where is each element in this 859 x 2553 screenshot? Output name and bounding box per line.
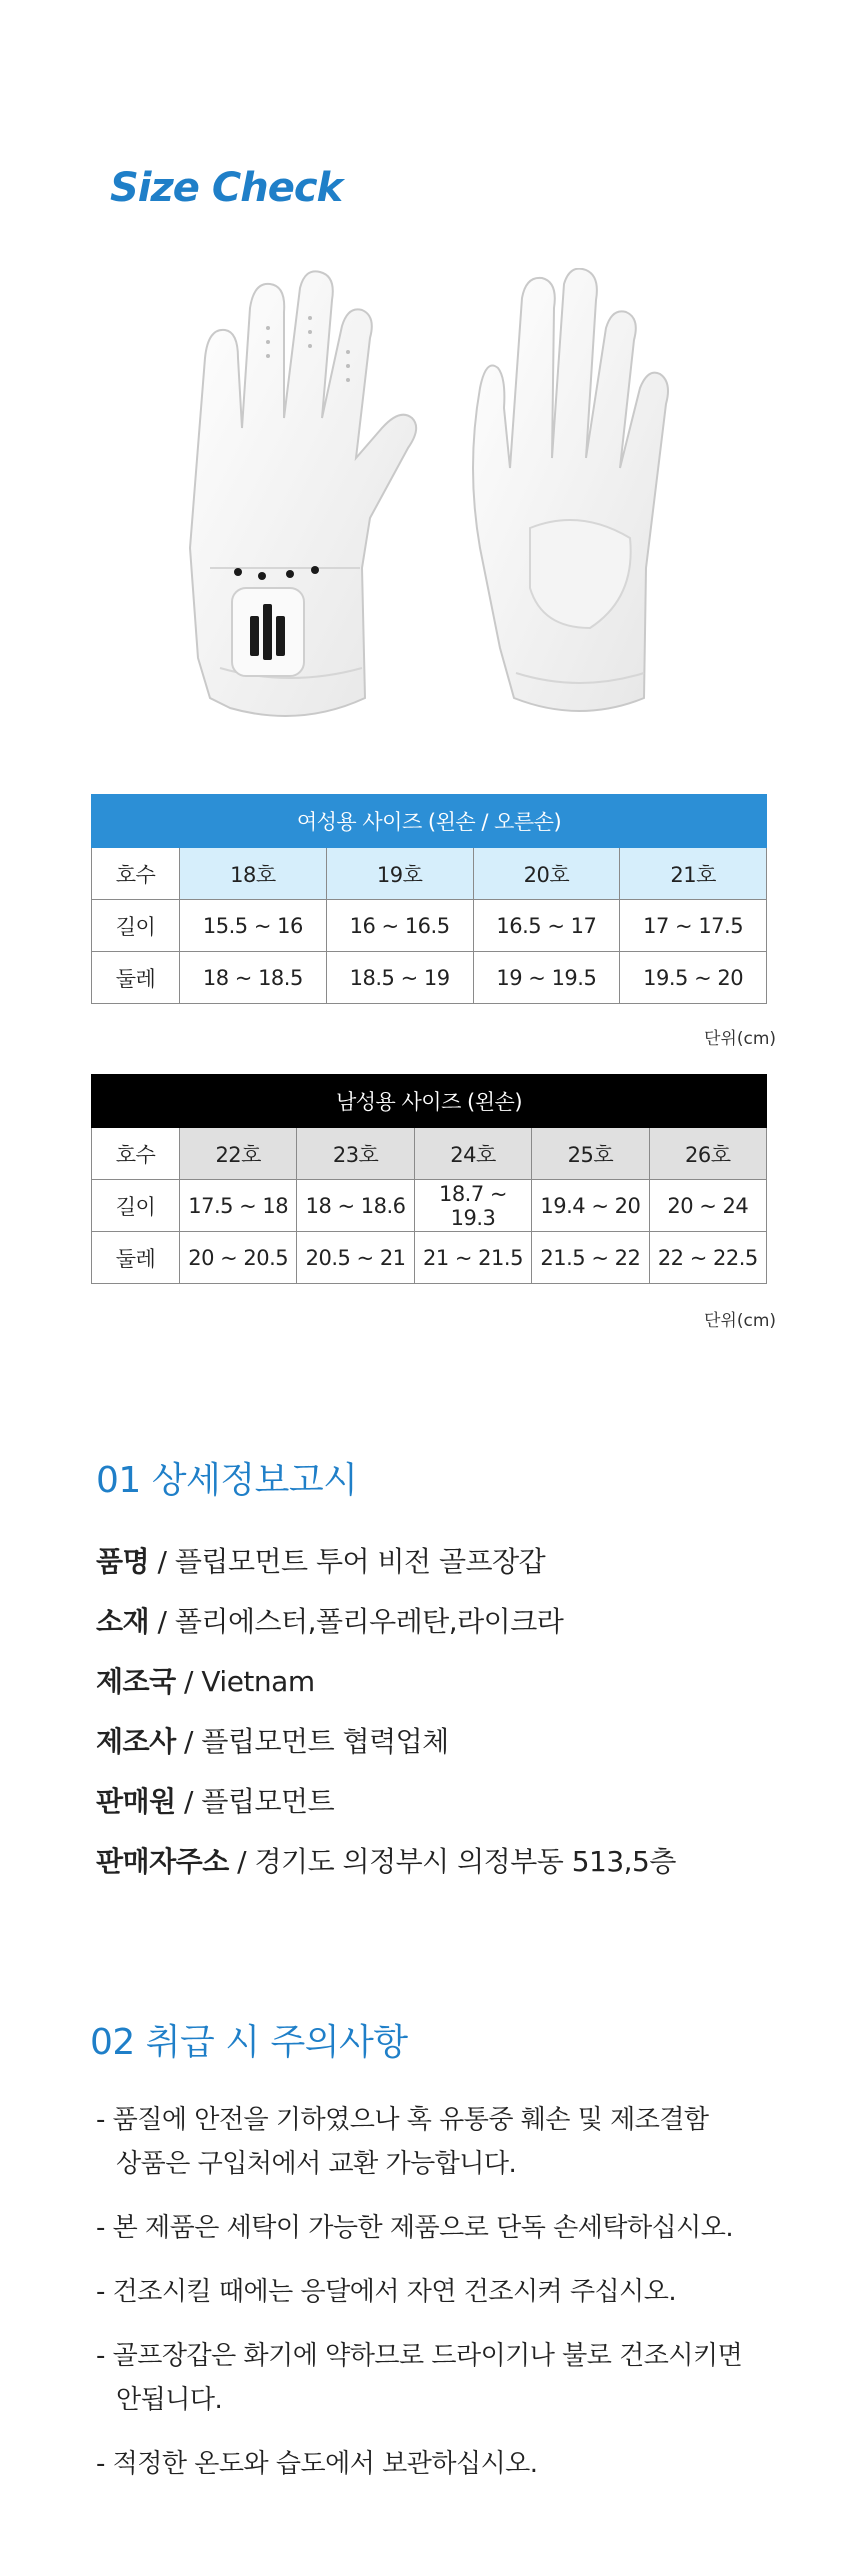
detail-label: 판매원	[96, 1785, 176, 1818]
women-label-circ: 둘레	[92, 952, 180, 1004]
women-length-cell: 15.5 ~ 16	[180, 900, 327, 952]
men-circ-cell: 21 ~ 21.5	[414, 1232, 531, 1284]
men-label-circ: 둘레	[92, 1232, 180, 1284]
men-length-cell: 19.4 ~ 20	[532, 1180, 649, 1232]
men-circ-cell: 20 ~ 20.5	[180, 1232, 297, 1284]
detail-value: / Vietnam	[175, 1665, 315, 1698]
women-size-table	[91, 794, 767, 1004]
men-unit-note: 단위(cm)	[704, 1311, 777, 1331]
men-label-size: 호수	[92, 1128, 180, 1180]
men-length-cell: 20 ~ 24	[649, 1180, 766, 1232]
detail-item	[96, 1660, 676, 1720]
women-length-cell: 16 ~ 16.5	[326, 900, 473, 952]
women-size-cell: 19호	[326, 848, 473, 900]
women-label-length: 길이	[92, 900, 180, 952]
detail-value: / 플립모먼트 협력업체	[175, 1725, 449, 1758]
men-length-cell: 17.5 ~ 18	[180, 1180, 297, 1232]
detail-item	[96, 1600, 676, 1660]
detail-value: / 경기도 의정부시 의정부동 513,5층	[228, 1845, 676, 1878]
men-size-cell: 23호	[297, 1128, 414, 1180]
women-circ-cell: 19.5 ~ 20	[620, 952, 767, 1004]
men-length-cell: 18.7 ~ 19.3	[414, 1180, 531, 1232]
caution-line: - 골프장갑은 화기에 약하므로 드라이기나 불로 건조시키면	[96, 2341, 743, 2371]
men-circ-cell: 21.5 ~ 22	[532, 1232, 649, 1284]
men-label-length: 길이	[92, 1180, 180, 1232]
detail-label: 제조국	[96, 1665, 176, 1698]
glove-palm-icon	[473, 269, 668, 711]
caution-line-cont: 상품은 구입처에서 교환 가능합니다.	[116, 2149, 517, 2179]
detail-heading: 01 상세정보고시	[96, 1460, 358, 1501]
caution-item	[96, 2442, 796, 2486]
detail-item	[96, 1840, 676, 1900]
caution-item	[96, 2270, 796, 2314]
caution-line-cont: 안됩니다.	[116, 2385, 223, 2415]
caution-item	[96, 2334, 796, 2422]
women-size-cell: 21호	[620, 848, 767, 900]
detail-label: 소재	[96, 1605, 150, 1638]
men-circ-cell: 20.5 ~ 21	[297, 1232, 414, 1284]
caution-line: - 품질에 안전을 기하였으나 혹 유통중 훼손 및 제조결함	[96, 2105, 709, 2135]
women-unit-note: 단위(cm)	[704, 1029, 777, 1049]
women-length-cell: 16.5 ~ 17	[473, 900, 620, 952]
detail-item	[96, 1540, 676, 1600]
women-label-size: 호수	[92, 848, 180, 900]
caution-line: - 적정한 온도와 습도에서 보관하십시오.	[96, 2449, 538, 2479]
women-circ-cell: 18.5 ~ 19	[326, 952, 473, 1004]
men-size-cell: 24호	[414, 1128, 531, 1180]
men-size-cell: 25호	[532, 1128, 649, 1180]
women-size-cell: 18호	[180, 848, 327, 900]
men-size-cell: 22호	[180, 1128, 297, 1180]
women-table-header: 여성용 사이즈 (왼손 / 오른손)	[92, 795, 767, 848]
page-title: Size Check	[110, 165, 343, 211]
caution-line: - 건조시킬 때에는 응달에서 자연 건조시켜 주십시오.	[96, 2277, 677, 2307]
caution-item	[96, 2206, 796, 2250]
men-size-table	[91, 1074, 767, 1284]
detail-item	[96, 1780, 676, 1840]
women-circ-cell: 19 ~ 19.5	[473, 952, 620, 1004]
detail-label: 품명	[96, 1545, 150, 1578]
men-table-header: 남성용 사이즈 (왼손)	[92, 1075, 767, 1128]
men-length-cell: 18 ~ 18.6	[297, 1180, 414, 1232]
caution-item	[96, 2098, 796, 2186]
detail-value: / 플립모먼트	[175, 1785, 335, 1818]
women-size-cell: 20호	[473, 848, 620, 900]
glove-back-icon	[190, 271, 416, 716]
gloves-image	[150, 268, 710, 748]
detail-value: / 플립모먼트 투어 비전 골프장갑	[149, 1545, 546, 1578]
caution-heading: 02 취급 시 주의사항	[90, 2022, 408, 2063]
men-size-cell: 26호	[649, 1128, 766, 1180]
detail-item	[96, 1720, 676, 1780]
detail-value: / 폴리에스터,폴리우레탄,라이크라	[149, 1605, 564, 1638]
women-circ-cell: 18 ~ 18.5	[180, 952, 327, 1004]
caution-line: - 본 제품은 세탁이 가능한 제품으로 단독 손세탁하십시오.	[96, 2213, 734, 2243]
detail-label: 제조사	[96, 1725, 176, 1758]
detail-info-list	[96, 1540, 676, 1900]
men-circ-cell: 22 ~ 22.5	[649, 1232, 766, 1284]
detail-label: 판매자주소	[96, 1845, 229, 1878]
women-length-cell: 17 ~ 17.5	[620, 900, 767, 952]
caution-list	[96, 2098, 796, 2506]
